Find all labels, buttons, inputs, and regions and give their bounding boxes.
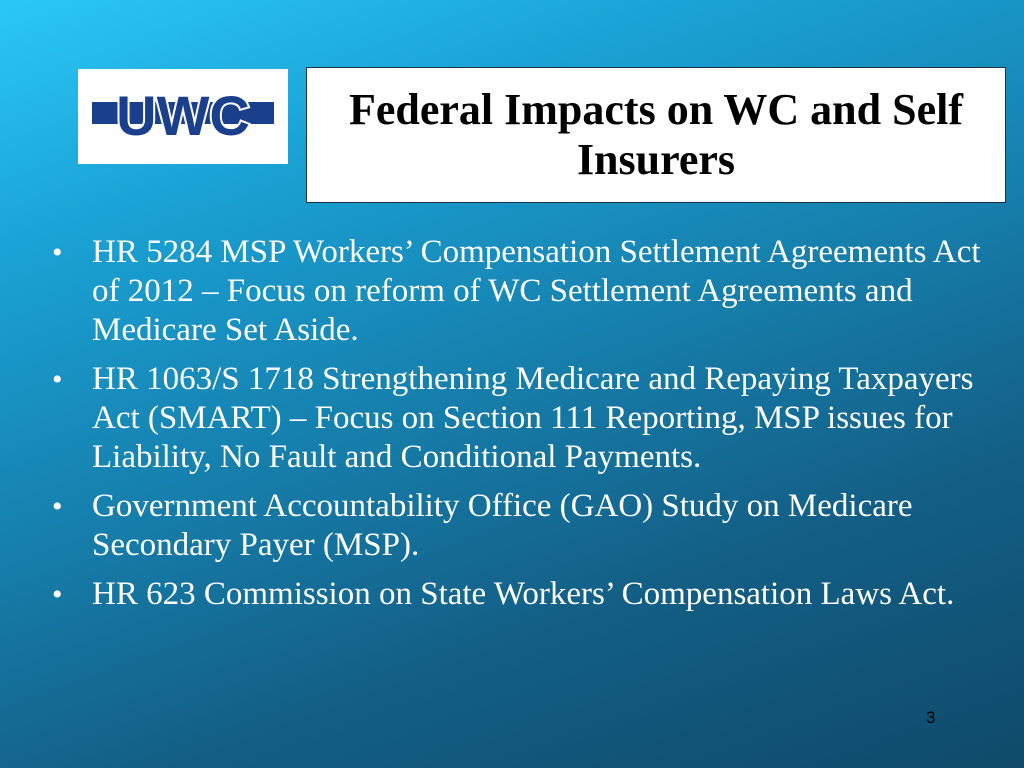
bullet-list	[52, 233, 992, 624]
bullet-text: HR 1063/S 1718 Strengthening Medicare and Repaying Taxpayers Act (SMART) – Focus on Section 111 Reporting, MSP issues for Liability, No Fault and Conditional Payments.	[92, 361, 974, 475]
bullet-item	[52, 575, 992, 614]
logo-text: UWC	[116, 84, 250, 147]
bullet-marker: •	[52, 578, 63, 611]
bullet-text: HR 5284 MSP Workers’ Compensation Settlement Agreements Act of 2012 – Focus on reform of WC Settlement Agreements and Medicare Set Aside.	[92, 234, 981, 348]
slide-title: Federal Impacts on WC and Self Insurers	[349, 85, 963, 184]
bullet-item	[52, 233, 992, 350]
bullet-marker: •	[52, 490, 63, 523]
bullet-item	[52, 487, 992, 565]
bullet-marker: •	[52, 236, 63, 269]
title-box	[306, 67, 1006, 203]
uwc-logo-graphic	[78, 69, 288, 164]
bullet-marker: •	[52, 363, 63, 396]
bullet-text: HR 623 Commission on State Workers’ Compensation Laws Act.	[92, 576, 955, 612]
uwc-logo	[78, 69, 288, 164]
page-number: 3	[926, 708, 936, 727]
bullet-text: Government Accountability Office (GAO) Study on Medicare Secondary Payer (MSP).	[92, 488, 913, 563]
bullet-item	[52, 360, 992, 477]
